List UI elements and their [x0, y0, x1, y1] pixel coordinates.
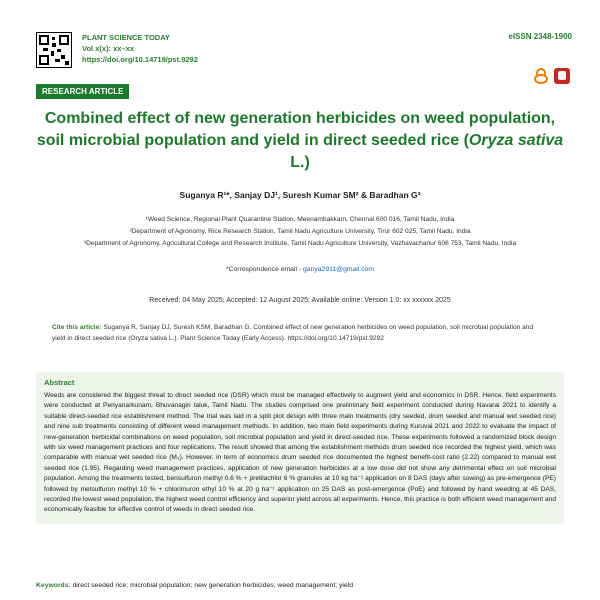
- author-list: Suganya R¹*, Sanjay DJ¹, Suresh Kumar SM² & Baradhan G³: [179, 190, 421, 200]
- keywords-line: [36, 582, 564, 589]
- species-name: Oryza sativa: [468, 132, 564, 149]
- crossmark-icon[interactable]: [554, 68, 570, 84]
- citation-text: Suganya R, Sanjay DJ, Suresh KSM, Baradhan G. Combined effect of new generation herbicides on weed population, soil microbial population and yield in direct seeded rice (Oryza sativa L.). Plant Science Today (Early Access). https://doi.org/10.14719/pst.9292: [52, 324, 534, 342]
- publication-dates: Received: 04 May 2025; Accepted: 12 August 2025; Available online: Version 1.0: xx xxxxxx 2025: [149, 297, 451, 304]
- citation-label: Cite this article:: [52, 324, 104, 331]
- correspondence-email: *Correspondence email - ganya2911@gmail.com: [225, 266, 375, 273]
- affiliations: [28, 214, 572, 250]
- journal-header: [82, 32, 198, 65]
- affiliation-2: ²Department of Agronomy, Rice Research Station, Tamil Nadu Agriculture University, Tirur 602 025, Tamil Nadu, India: [129, 228, 471, 235]
- email-link[interactable]: ganya2911@gmail.com: [303, 266, 375, 273]
- citation-block: [52, 322, 548, 344]
- affiliation-1: ¹Weed Science, Regional Plant Quarantine Station, Meenambakkam, Chennai 600 016, Tamil Nadu, India: [145, 216, 455, 223]
- keywords-text: direct seeded rice; microbial population; new generation herbicides; weed management; yield: [72, 582, 353, 589]
- abstract-heading: Abstract: [44, 378, 75, 387]
- keywords-label: Keywords:: [36, 582, 73, 589]
- qr-code-icon: [36, 32, 72, 68]
- journal-volume: Vol x(x): xx–xx: [82, 44, 134, 53]
- article-type-badge: RESEARCH ARTICLE: [36, 84, 129, 99]
- article-title: Combined effect of new generation herbicides on weed population, soil microbial population and yield in direct seeded rice (Oryza sativa L.): [36, 110, 564, 171]
- eissn-label: eISSN 2348-1900: [508, 32, 572, 41]
- journal-name: PLANT SCIENCE TODAY: [82, 33, 170, 42]
- open-access-icon[interactable]: [534, 68, 548, 84]
- abstract-box: [36, 372, 564, 524]
- affiliation-3: ³Department of Agronomy, Agricultural College and Research Institute, Tamil Nadu Agriculture University, Vazhavachanur 606 753, Tamil Nadu, India: [83, 240, 517, 247]
- abstract-text: Weeds are considered the biggest threat to direct seeded rice (DSR) which must be managed effectively to augment yield and economics in DSR. Hence, field experiments were conducted at Periyanarkunam, Bhuvanagiri taluk, Tamil Nadu. The studies comprised one preliminary field experiment conducted during Navarai 2021 to identify a suitable direct-seeded rice establishment method. The trial was laid in a split plot design with three main treatments (dry seeded, drum seeded and manual wet seeded rice) and nine sub treatments consisting of different weed management methods. In addition, two main field experiments during Kuruvai 2021 and 2022 to evaluate the impact of new-generation herbicidal combinations on weed population, soil microbial population and yield in direct-seeded rice. These experiments followed a randomized block design with six weed management practices and four replications. The result showed that among the establishment methods drum seeded rice recorded the highest yield, which was comparable with manual wet seeded rice (M₃). However, in term of economics drum seeded rice documented the highest benefit-cost ratio (2.22) compared to manual wet seeded rice (1.95). Regarding weed management practices, application of new generation herbicides at a low dose did not show any detrimental effect on soil microbial population. Among the treatments tested, bensulfuron methyl 0.6 % + pretilachlor 6 % granules at 10 kg ha⁻¹ application on 8 DAS (days after sowing) as pre-emergence (PE) followed by metsulfuron methyl 10 % + chlorimuron ethyl 10 % at 20 g ha⁻¹ application on 25 DAS as post-emergence (PoE) and followed by hand weeding at 45 DAS, recorded the lowest weed population, the highest weed control efficiency and superior yield across all experiments. Hence, this practice is both efficient weed management and economically feasible for effective control of weeds in direct seeded rice.: [44, 392, 556, 514]
- header-icons: [534, 68, 570, 84]
- doi-link[interactable]: https://doi.org/10.14719/pst.9292: [82, 55, 198, 64]
